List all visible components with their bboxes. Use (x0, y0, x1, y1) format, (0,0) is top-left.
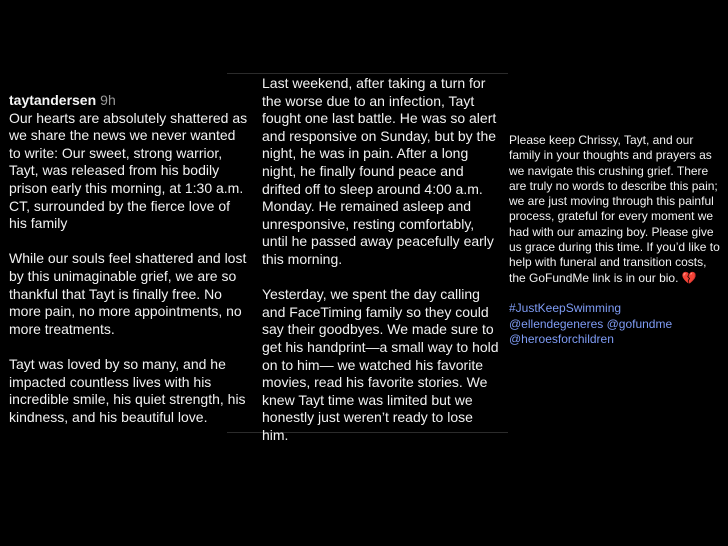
caption-paragraph-6-text: Please keep Chrissy, Tayt, and our family in your thoughts and prayers as we navigate this crushing grief. There are truly no words to describe this pain; we are just moving through this painful process, grateful for every moment we had with our amazing boy. Please give us grace during this time. If you’d like to help with funeral and transition costs, the GoFundMe link is in our bio. (509, 133, 720, 285)
caption-paragraph-6 (509, 133, 724, 286)
username-link[interactable]: taytandersen (9, 92, 97, 108)
caption-column-2 (262, 75, 502, 444)
caption-paragraph-5: Yesterday, we spent the day calling and FaceTiming family so they could say their goodbyes. We made sure to get his handprint—a small way to hold on to him— we watched his favorite movies, read his favorite stories. We knew Tayt time was limited but we honestly just weren’t ready to lose him. (262, 286, 499, 443)
mention-links-line-1[interactable]: @ellendegeneres @gofundme (509, 316, 673, 331)
divider-top (227, 73, 508, 74)
caption-paragraph-3: Tayt was loved by so many, and he impacted countless lives with his incredible smile, his quiet strength, his kindness, and his beautiful love. (9, 355, 246, 425)
caption-column-1 (9, 92, 249, 426)
post-header (9, 92, 249, 110)
broken-heart-icon: 💔 (681, 270, 697, 285)
caption-paragraph-2: While our souls feel shattered and lost by this unimaginable grief, we are so thankful that Tayt is finally free. No more pain, no more appointments, no more treatments. (9, 250, 247, 337)
caption-column-3 (509, 133, 724, 347)
mention-link-heroesforchildren[interactable]: @heroesforchildren (509, 331, 614, 346)
hashtag-link[interactable]: #JustKeepSwimming (509, 301, 622, 316)
post-timestamp: 9h (100, 92, 116, 108)
caption-paragraph-4: Last weekend, after taking a turn for the worse due to an infection, Tayt fought one last battle. He was so alert and responsive on Sunday, but by the night, he was in pain. After a long night, he finally found peace and drifted off to sleep around 4:00 a.m. Monday. He remained asleep and unresponsive, resting comfortably, until he passed away peacefully early this morning. (262, 75, 497, 267)
caption-paragraph-1: Our hearts are absolutely shattered as we share the news we never wanted to write: Our sweet, strong warrior, Tayt, was released from his bodily prison early this morning, at 1:30 a.m. CT, surrounded by the fierce love of his family (9, 109, 248, 232)
